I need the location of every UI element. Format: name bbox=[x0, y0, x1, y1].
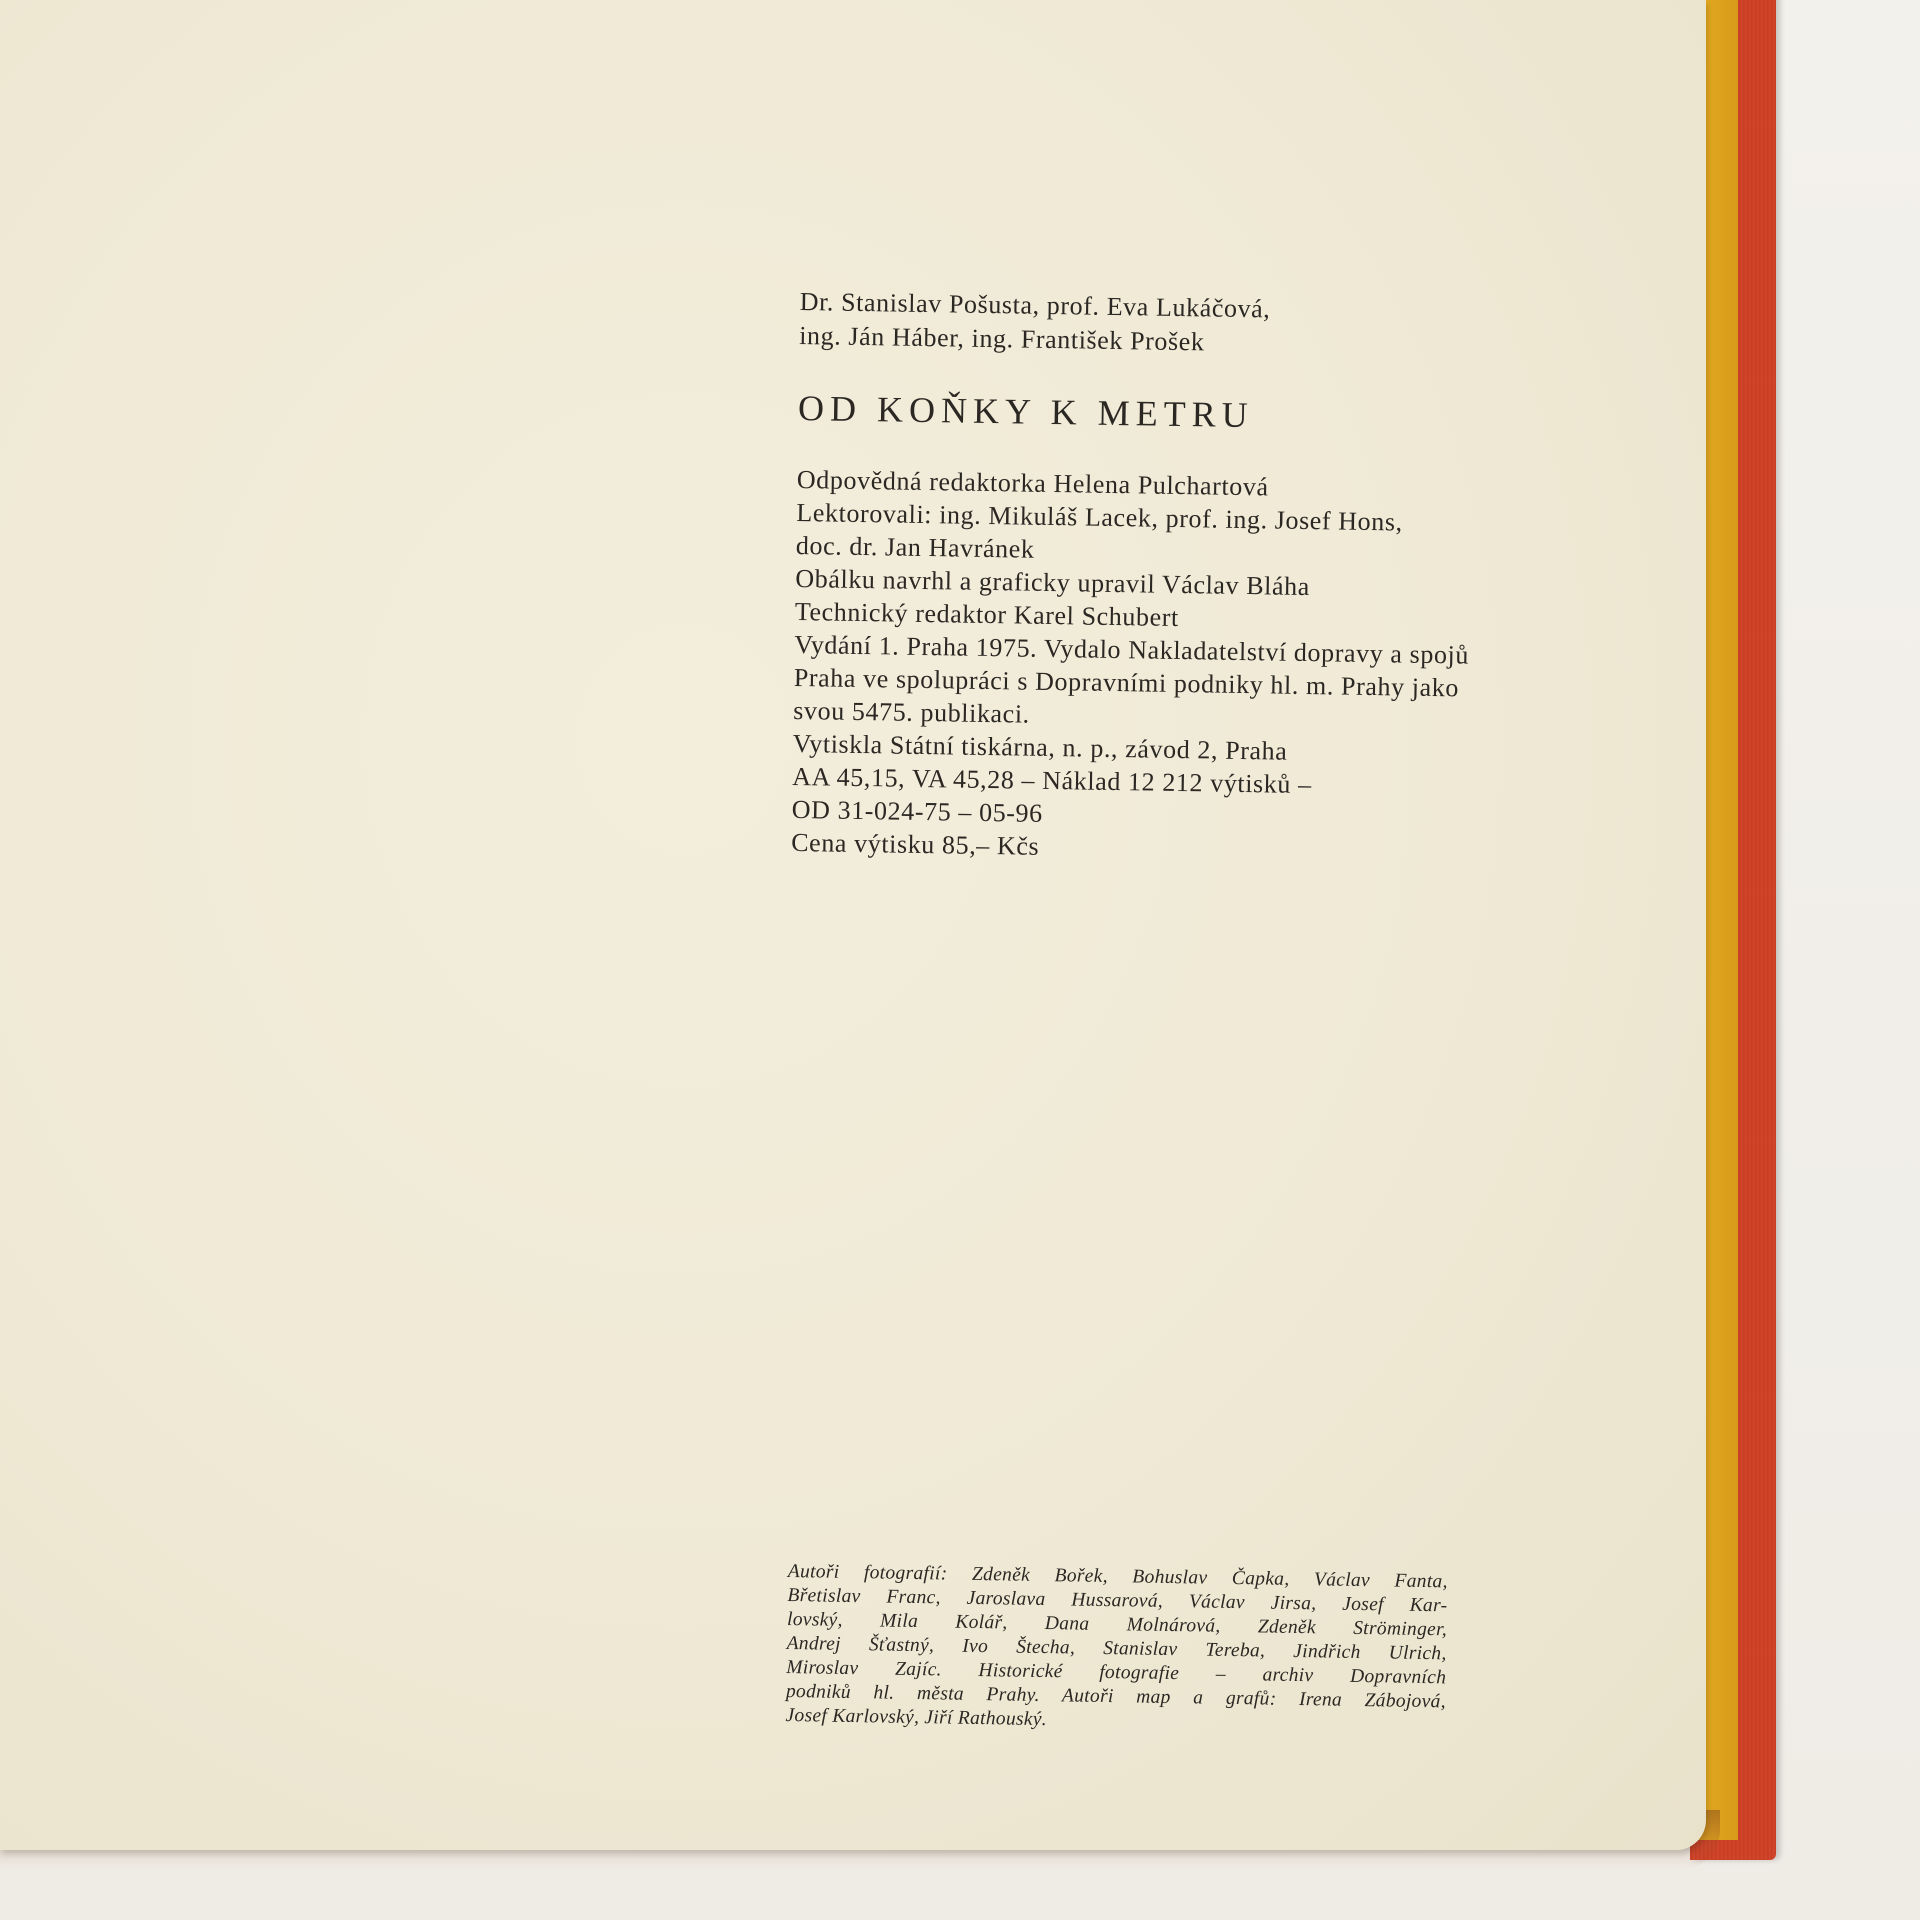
credits-line: Miroslav Zajíc. Historické fotografie – archiv Dopravních bbox=[786, 1656, 1447, 1689]
authors-line-1: Dr. Stanislav Pošusta, prof. Eva Lukáčová, bbox=[799, 286, 1271, 324]
imprint-block bbox=[791, 285, 1620, 872]
price-line: Cena výtisku 85,– Kčs bbox=[791, 827, 1040, 861]
imprint-line: Praha ve spolupráci s Dopravními podniky hl. m. Prahy jako bbox=[793, 662, 1460, 703]
imprint-line: AA 45,15, VA 45,28 – Náklad 12 212 výtisků – bbox=[792, 761, 1312, 800]
credits-line: Josef Karlovský, Jiří Rathouský. bbox=[785, 1704, 1048, 1731]
photo-credits bbox=[785, 1560, 1448, 1738]
authors-line-2: ing. Ján Háber, ing. František Prošek bbox=[798, 320, 1205, 357]
imprint-line: OD 31-024-75 – 05-96 bbox=[791, 794, 1043, 828]
credits-line: lovský, Mila Kolář, Dana Molnárová, Zdeněk Ströminger, bbox=[786, 1608, 1448, 1641]
credits-line: Autoři fotografií: Zdeněk Bořek, Bohuslav Čapka, Václav Fanta, bbox=[787, 1560, 1448, 1593]
credits-line: Břetislav Franc, Jaroslava Hussarová, Václav Jirsa, Josef Kar- bbox=[787, 1584, 1448, 1617]
imprint-line: Vytiskla Státní tiskárna, n. p., závod 2, Praha bbox=[792, 728, 1288, 766]
credits-line: Andrej Šťastný, Ivo Štecha, Stanislav Tereba, Jindřich Ulrich, bbox=[786, 1632, 1447, 1665]
credits-line: podniků hl. města Prahy. Autoři map a grafů: Irena Zábojová, bbox=[785, 1680, 1447, 1713]
imprint-line: Odpovědná redaktorka Helena Pulchartová bbox=[796, 464, 1269, 502]
imprint-line: Vydání 1. Praha 1975. Vydalo Nakladatelství dopravy a spojů bbox=[794, 629, 1470, 670]
imprint-line: Obálku navrhl a graficky upravil Václav Bláha bbox=[795, 563, 1311, 602]
imprint-line: Lektorovali: ing. Mikuláš Lacek, prof. ing. Josef Hons, bbox=[796, 497, 1403, 537]
imprint-line: Technický redaktor Karel Schubert bbox=[794, 596, 1180, 632]
imprint-line: svou 5475. publikaci. bbox=[793, 695, 1030, 729]
imprint-line: doc. dr. Jan Havránek bbox=[795, 530, 1035, 564]
book-title: OD KOŇKY K METRU bbox=[797, 387, 1254, 436]
imprint-details bbox=[791, 463, 1617, 872]
